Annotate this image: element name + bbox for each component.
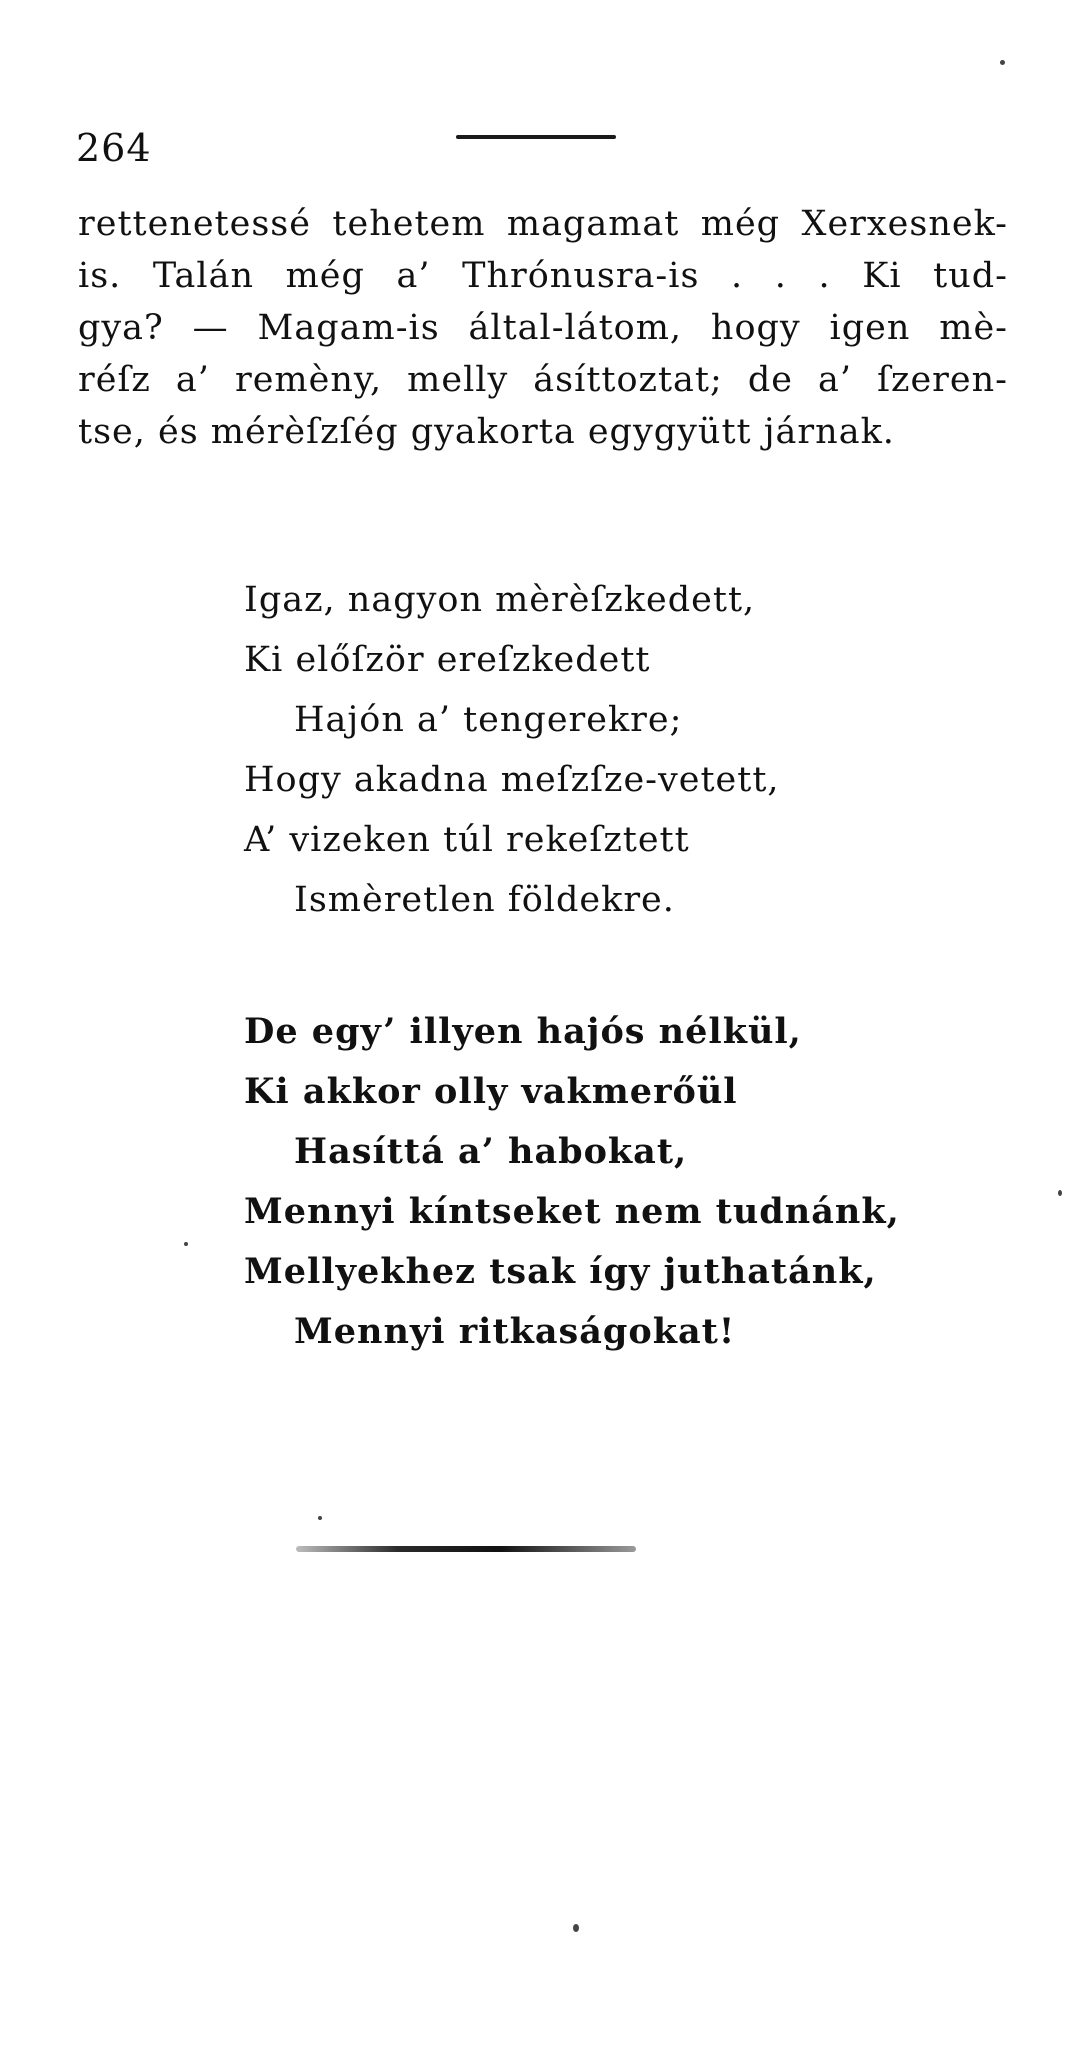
page-number: 264 <box>76 126 152 170</box>
prose-line: gya? — Magam-is által-látom, hogy igen mè- <box>78 308 1008 348</box>
poem-stanza-2 <box>244 1002 944 1362</box>
prose-line: rettenetessé tehetem magamat még Xerxesnek- <box>78 204 1008 244</box>
paper-speck <box>318 1516 322 1520</box>
verse-line: Hasíttá a’ habokat, <box>294 1131 688 1172</box>
verse-line: Mennyi ritkaságokat! <box>294 1311 736 1352</box>
footer-rule <box>296 1546 636 1552</box>
prose-line: is. Talán még a’ Thrónusra-is . . . Ki tud- <box>78 256 1008 296</box>
verse-line: Ismèretlen földekre. <box>294 880 675 920</box>
verse-line: Hajón a’ tengerekre; <box>294 700 683 740</box>
prose-paragraph <box>78 198 1008 458</box>
verse-line: Mellyekhez tsak így juthatánk, <box>244 1251 877 1292</box>
prose-line: tse, és mérèſzſég gyakorta egygyütt járnak. <box>78 412 895 452</box>
paper-speck <box>573 1924 579 1932</box>
verse-line: De egy’ illyen hajós nélkül, <box>244 1011 802 1052</box>
header-rule <box>456 135 616 139</box>
verse-line: A’ vizeken túl rekeſztett <box>244 820 690 860</box>
verse-line: Hogy akadna meſzſze-vetett, <box>244 760 780 800</box>
verse-line: Igaz, nagyon mèrèſzkedett, <box>244 580 756 620</box>
paper-speck <box>184 1242 188 1246</box>
paper-speck <box>1000 60 1005 65</box>
prose-line: réſz a’ remèny, melly ásíttoztat; de a’ ſzeren- <box>78 360 1008 400</box>
poem-stanza-1 <box>244 570 944 930</box>
verse-line: Ki előſzör ereſzkedett <box>244 640 651 680</box>
paper-speck <box>1058 1190 1062 1196</box>
verse-line: Ki akkor olly vakmerőül <box>244 1071 738 1112</box>
verse-line: Mennyi kíntseket nem tudnánk, <box>244 1191 900 1232</box>
